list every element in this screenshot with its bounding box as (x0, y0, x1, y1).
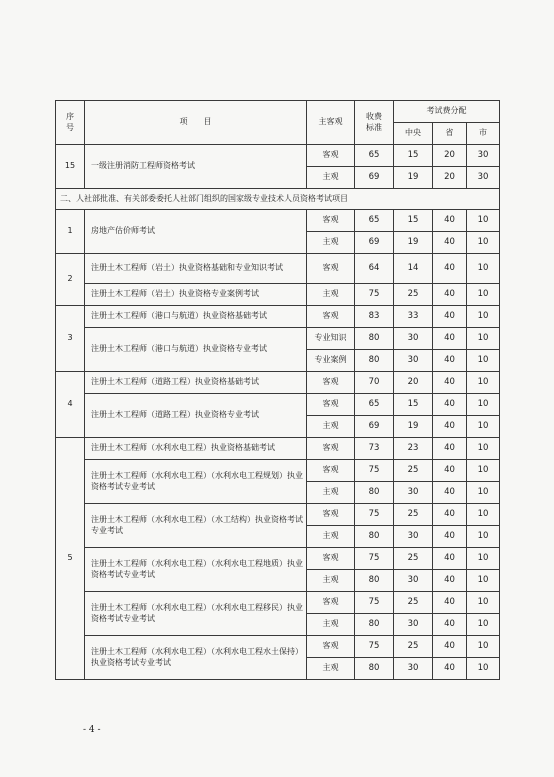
central-cell: 25 (394, 592, 433, 614)
central-cell: 25 (394, 548, 433, 570)
table-row (56, 284, 500, 306)
fee-cell: 80 (355, 350, 394, 372)
type-cell: 客观 (307, 438, 355, 460)
fee-cell: 83 (355, 306, 394, 328)
item-name: 一级注册消防工程师资格考试 (85, 145, 307, 189)
province-cell: 40 (433, 350, 467, 372)
type-cell: 客观 (307, 306, 355, 328)
central-cell: 15 (394, 210, 433, 232)
province-cell: 40 (433, 254, 467, 284)
province-cell: 40 (433, 504, 467, 526)
city-cell: 10 (467, 372, 500, 394)
type-cell: 专业案例 (307, 350, 355, 372)
central-cell: 19 (394, 167, 433, 189)
city-cell: 10 (467, 548, 500, 570)
central-cell: 19 (394, 416, 433, 438)
seq-cell: 4 (56, 372, 85, 438)
fee-cell: 75 (355, 460, 394, 482)
table-row (56, 372, 500, 394)
table-row (56, 460, 500, 482)
central-cell: 30 (394, 658, 433, 680)
table-row (56, 210, 500, 232)
central-cell: 23 (394, 438, 433, 460)
central-cell: 15 (394, 394, 433, 416)
province-cell: 40 (433, 548, 467, 570)
item-name: 注册土木工程师（水利水电工程）（水利水电工程移民）执业资格考试专业考试 (85, 592, 307, 636)
type-cell: 主观 (307, 482, 355, 504)
city-cell: 10 (467, 210, 500, 232)
page-number: - 4 - (83, 725, 101, 735)
fee-cell: 80 (355, 526, 394, 548)
table-row (56, 438, 500, 460)
province-cell: 40 (433, 592, 467, 614)
province-cell: 40 (433, 658, 467, 680)
item-name: 房地产估价师考试 (85, 210, 307, 254)
city-cell: 10 (467, 592, 500, 614)
city-cell: 10 (467, 254, 500, 284)
header-fee: 收费 标准 (355, 101, 394, 145)
city-cell: 10 (467, 636, 500, 658)
city-cell: 10 (467, 232, 500, 254)
fee-cell: 80 (355, 658, 394, 680)
province-cell: 40 (433, 372, 467, 394)
central-cell: 19 (394, 232, 433, 254)
table-row (56, 636, 500, 658)
type-cell: 专业知识 (307, 328, 355, 350)
central-cell: 30 (394, 526, 433, 548)
central-cell: 30 (394, 350, 433, 372)
table-row (56, 306, 500, 328)
item-name: 注册土木工程师（水利水电工程）（水利水电工程规划）执业资格考试专业考试 (85, 460, 307, 504)
fee-cell: 73 (355, 438, 394, 460)
city-cell: 10 (467, 438, 500, 460)
province-cell: 40 (433, 394, 467, 416)
item-name: 注册土木工程师（港口与航道）执业资格专业考试 (85, 328, 307, 372)
central-cell: 30 (394, 614, 433, 636)
type-cell: 客观 (307, 394, 355, 416)
item-name: 注册土木工程师（水利水电工程）执业资格基础考试 (85, 438, 307, 460)
table-row (56, 394, 500, 416)
type-cell: 主观 (307, 232, 355, 254)
province-cell: 40 (433, 482, 467, 504)
header-seq: 序 号 (56, 101, 85, 145)
fee-table (55, 100, 500, 680)
fee-cell: 65 (355, 394, 394, 416)
city-cell: 10 (467, 482, 500, 504)
section-title: 二、人社部批准、有关部委委托人社部门组织的国家级专业技术人员资格考试项目 (56, 189, 500, 210)
city-cell: 10 (467, 570, 500, 592)
seq-cell: 2 (56, 254, 85, 306)
province-cell: 40 (433, 570, 467, 592)
fee-cell: 69 (355, 167, 394, 189)
table-header-row (56, 101, 500, 123)
central-cell: 25 (394, 460, 433, 482)
table-row (56, 504, 500, 526)
province-cell: 20 (433, 145, 467, 167)
item-name: 注册土木工程师（道路工程）执业资格基础考试 (85, 372, 307, 394)
province-cell: 40 (433, 306, 467, 328)
fee-cell: 64 (355, 254, 394, 284)
fee-cell: 80 (355, 482, 394, 504)
fee-cell: 65 (355, 145, 394, 167)
table-row (56, 254, 500, 284)
province-cell: 40 (433, 232, 467, 254)
province-cell: 40 (433, 460, 467, 482)
seq-cell: 1 (56, 210, 85, 254)
city-cell: 10 (467, 284, 500, 306)
header-central: 中央 (394, 123, 433, 145)
province-cell: 40 (433, 614, 467, 636)
fee-cell: 75 (355, 548, 394, 570)
central-cell: 30 (394, 328, 433, 350)
seq-cell: 5 (56, 438, 85, 680)
type-cell: 主观 (307, 526, 355, 548)
item-name: 注册土木工程师（岩土）执业资格基础和专业知识考试 (85, 254, 307, 284)
city-cell: 10 (467, 394, 500, 416)
fee-cell: 69 (355, 416, 394, 438)
city-cell: 10 (467, 614, 500, 636)
type-cell: 客观 (307, 636, 355, 658)
city-cell: 30 (467, 145, 500, 167)
city-cell: 10 (467, 350, 500, 372)
header-type: 主客观 (307, 101, 355, 145)
fee-cell: 80 (355, 570, 394, 592)
type-cell: 主观 (307, 416, 355, 438)
type-cell: 客观 (307, 460, 355, 482)
header-city: 市 (467, 123, 500, 145)
central-cell: 20 (394, 372, 433, 394)
central-cell: 25 (394, 504, 433, 526)
province-cell: 40 (433, 328, 467, 350)
type-cell: 客观 (307, 548, 355, 570)
central-cell: 14 (394, 254, 433, 284)
type-cell: 客观 (307, 145, 355, 167)
type-cell: 主观 (307, 167, 355, 189)
fee-cell: 80 (355, 328, 394, 350)
table-row (56, 548, 500, 570)
province-cell: 40 (433, 438, 467, 460)
city-cell: 10 (467, 526, 500, 548)
fee-cell: 70 (355, 372, 394, 394)
central-cell: 15 (394, 145, 433, 167)
province-cell: 40 (433, 416, 467, 438)
central-cell: 33 (394, 306, 433, 328)
central-cell: 25 (394, 636, 433, 658)
header-province: 省 (433, 123, 467, 145)
item-name: 注册土木工程师（水利水电工程）（水工结构）执业资格考试专业考试 (85, 504, 307, 548)
city-cell: 10 (467, 460, 500, 482)
type-cell: 客观 (307, 254, 355, 284)
central-cell: 30 (394, 482, 433, 504)
central-cell: 25 (394, 284, 433, 306)
city-cell: 10 (467, 504, 500, 526)
city-cell: 10 (467, 306, 500, 328)
fee-cell: 65 (355, 210, 394, 232)
fee-cell: 75 (355, 284, 394, 306)
type-cell: 主观 (307, 284, 355, 306)
type-cell: 客观 (307, 372, 355, 394)
city-cell: 30 (467, 167, 500, 189)
province-cell: 40 (433, 526, 467, 548)
type-cell: 主观 (307, 614, 355, 636)
fee-cell: 80 (355, 614, 394, 636)
city-cell: 10 (467, 328, 500, 350)
type-cell: 客观 (307, 210, 355, 232)
province-cell: 40 (433, 210, 467, 232)
city-cell: 10 (467, 658, 500, 680)
item-name: 注册土木工程师（道路工程）执业资格专业考试 (85, 394, 307, 438)
section-row (56, 189, 500, 210)
type-cell: 主观 (307, 658, 355, 680)
table-row (56, 592, 500, 614)
seq-cell: 3 (56, 306, 85, 372)
type-cell: 客观 (307, 504, 355, 526)
item-name: 注册土木工程师（水利水电工程）（水利水电工程水土保持）执业资格考试专业考试 (85, 636, 307, 680)
fee-cell: 69 (355, 232, 394, 254)
province-cell: 40 (433, 284, 467, 306)
seq-cell: 15 (56, 145, 85, 189)
table-row (56, 328, 500, 350)
item-name: 注册土木工程师（港口与航道）执业资格基础考试 (85, 306, 307, 328)
fee-cell: 75 (355, 592, 394, 614)
fee-cell: 75 (355, 636, 394, 658)
fee-cell: 75 (355, 504, 394, 526)
province-cell: 40 (433, 636, 467, 658)
item-name: 注册土木工程师（水利水电工程）（水利水电工程地质）执业资格考试专业考试 (85, 548, 307, 592)
province-cell: 20 (433, 167, 467, 189)
header-distribution: 考试费分配 (394, 101, 500, 123)
type-cell: 主观 (307, 570, 355, 592)
item-name: 注册土木工程师（岩土）执业资格专业案例考试 (85, 284, 307, 306)
header-item: 项 目 (85, 101, 307, 145)
table-row (56, 145, 500, 167)
type-cell: 客观 (307, 592, 355, 614)
central-cell: 30 (394, 570, 433, 592)
city-cell: 10 (467, 416, 500, 438)
